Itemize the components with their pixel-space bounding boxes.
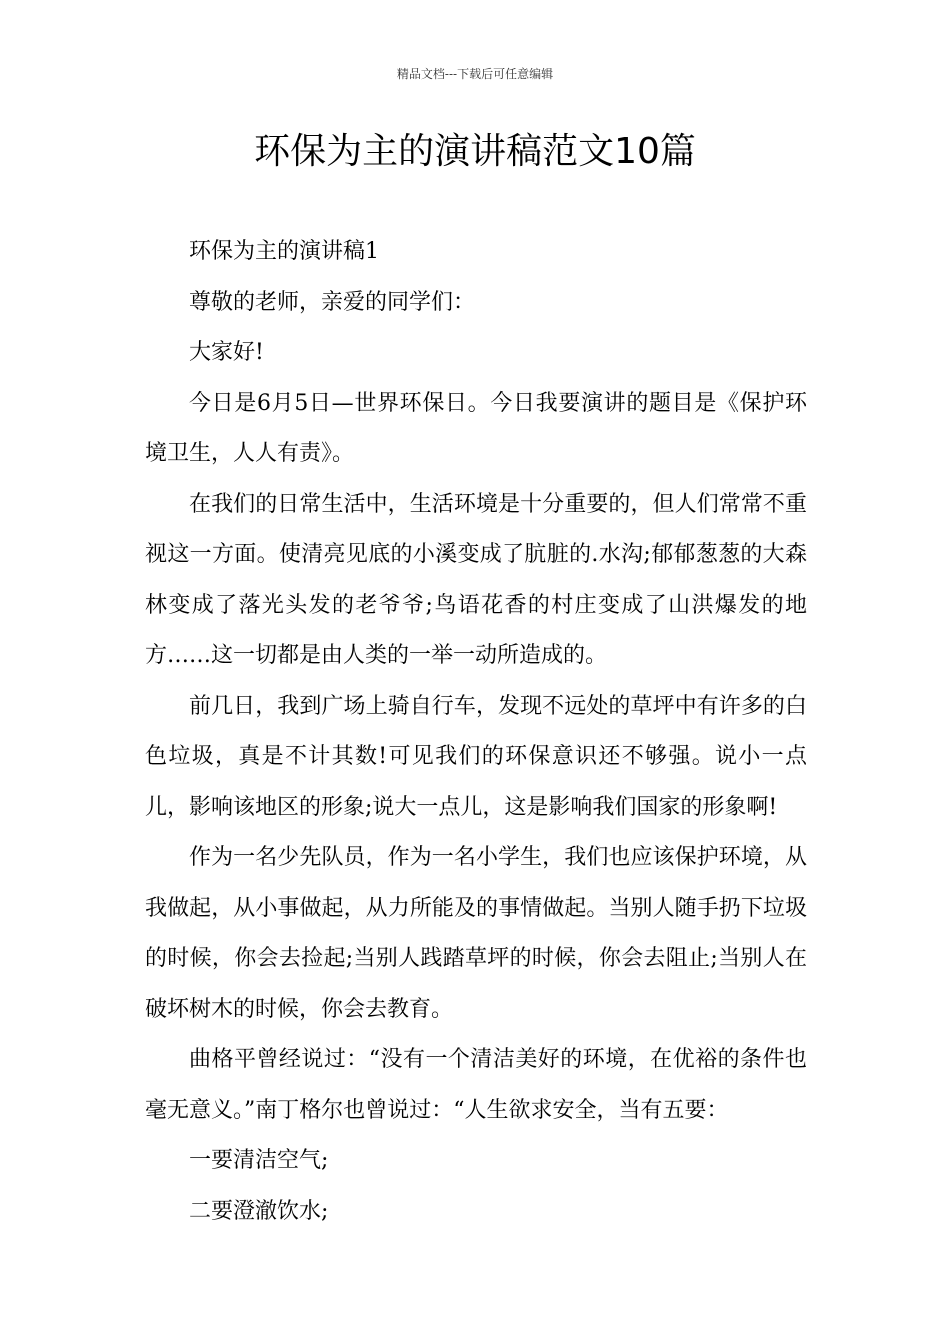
greeting: 大家好!: [189, 340, 264, 365]
body-paragraph: 作为一名少先队员，作为一名小学生，我们也应该保护环境，从我做起，从小事做起，从力所能及的事情做起。当别人随手扔下垃圾的时候，你会去捡起;当别人践踏草坪的时候，你会去阻止;当别人在破坏树木的时候，你会去教育。: [145, 845, 807, 1022]
header-note: 精品文档---下载后可任意编辑: [396, 67, 554, 81]
document-title: 环保为主的演讲稿范文10篇: [254, 131, 696, 172]
body-paragraph: 在我们的日常生活中，生活环境是十分重要的，但人们常常不重视这一方面。使清亮见底的小溪变成了肮脏的.水沟;郁郁葱葱的大森林变成了落光头发的老爷爷;鸟语花香的村庄变成了山洪爆发的地方……这一切都是由人类的一举一动所造成的。: [145, 491, 807, 668]
body-paragraph: 前几日，我到广场上骑自行车，发现不远处的草坪中有许多的白色垃圾，真是不计其数!可见我们的环保意识还不够强。说小一点儿，影响该地区的形象;说大一点儿，这是影响我们国家的形象啊!: [145, 693, 807, 820]
list-line: 二要澄澈饮水;: [189, 1198, 329, 1224]
salutation: 尊敬的老师，亲爱的同学们：: [189, 289, 476, 315]
list-line: 一要清洁空气;: [189, 1148, 329, 1173]
section-heading: 环保为主的演讲稿1: [189, 239, 379, 264]
body-paragraph: 曲格平曾经说过：“没有一个清洁美好的环境，在优裕的条件也毫无意义。”南丁格尔也曾说过：“人生欲求安全，当有五要：: [145, 1047, 807, 1123]
body-paragraph: 今日是6月5日—世界环保日。今日我要演讲的题目是《保护环境卫生，人人有责》。: [145, 390, 807, 466]
document-body: [145, 227, 807, 1237]
